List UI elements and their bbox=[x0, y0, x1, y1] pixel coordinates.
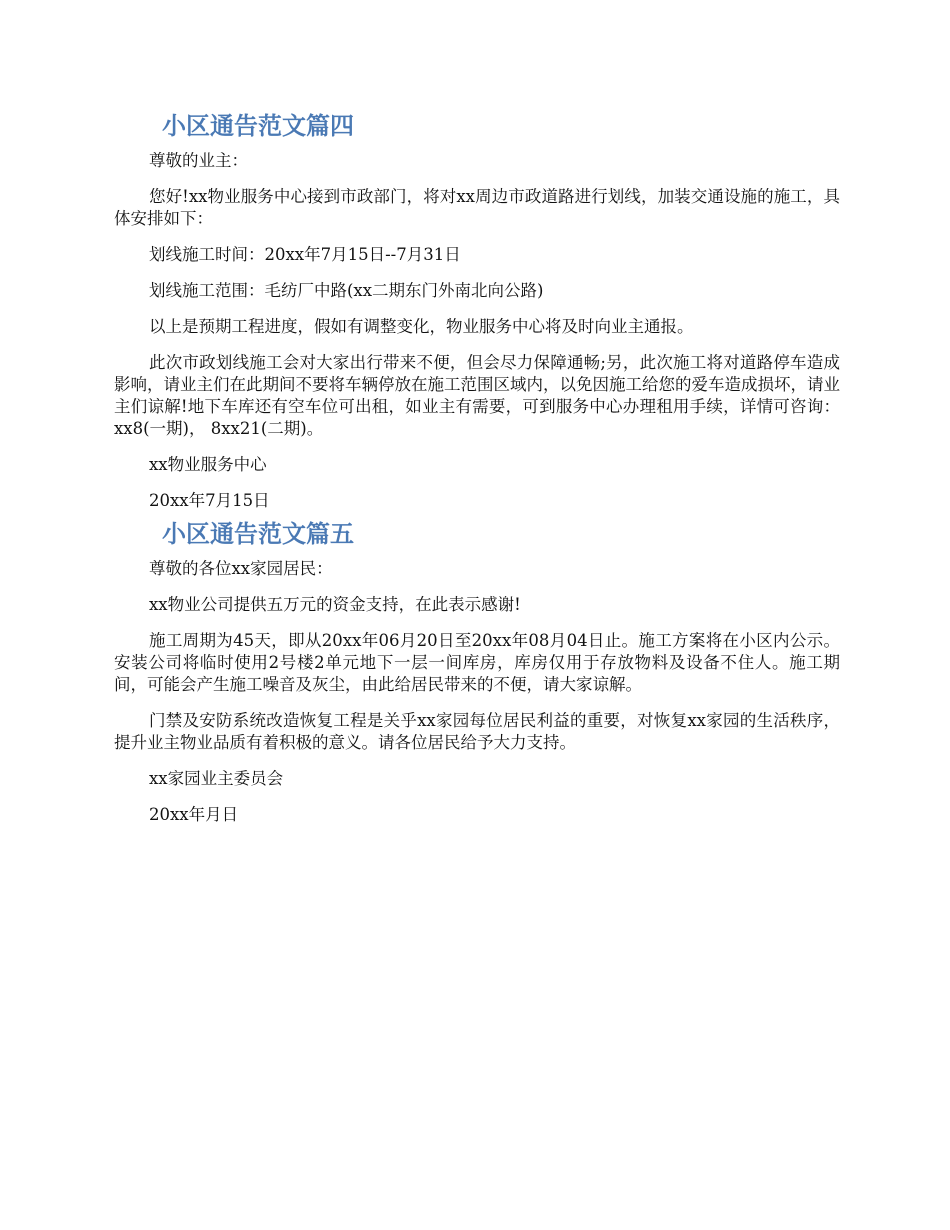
section-title-5: 小区通告范文篇五 bbox=[162, 520, 354, 548]
signature-org: xx物业服务中心 bbox=[149, 455, 267, 474]
signature-date: 20xx年月日 bbox=[149, 805, 239, 824]
progress-note: 以上是预期工程进度，假如有调整变化，物业服务中心将及时向业主通报。 bbox=[149, 317, 694, 336]
impact-note: 此次市政划线施工会对大家出行带来不便，但会尽力保障通畅;另，此次施工将对道路停车造成影响，请业主们在此期间不要将车辆停放在施工范围区域内，以免因施工给您的爱车造成损坏，请业主们谅解!地下车库还有空车位可出租，如业主有需要，可到服务中心办理租用手续，详情可咨询：xx8(一期)， 8xx21(二期)。 bbox=[114, 353, 840, 438]
construction-period: 施工周期为45天，即从20xx年06月20日至20xx年08月04日止。施工方案将在小区内公示。安装公司将临时使用2号楼2单元地下一层一间库房，库房仅用于存放物料及设备不住人。施工期间，可能会产生施工噪音及灰尘，由此给居民带来的不便，请大家谅解。 bbox=[114, 631, 840, 694]
document-content bbox=[114, 108, 840, 826]
salutation: 尊敬的业主： bbox=[149, 151, 248, 170]
construction-time: 划线施工时间：20xx年7月15日--7月31日 bbox=[149, 245, 461, 264]
signature-org: xx家园业主委员会 bbox=[149, 769, 284, 788]
construction-range: 划线施工范围：毛纺厂中路(xx二期东门外南北向公路) bbox=[149, 281, 544, 300]
notice-intro: 您好!xx物业服务中心接到市政部门，将对xx周边市政道路进行划线，加装交通设施的施工，具体安排如下： bbox=[114, 187, 840, 228]
project-importance: 门禁及安防系统改造恢复工程是关乎xx家园每位居民利益的重要，对恢复xx家园的生活秩序，提升业主物业品质有着积极的意义。请各位居民给予大力支持。 bbox=[114, 711, 840, 752]
section-title-4: 小区通告范文篇四 bbox=[162, 112, 354, 140]
signature-date: 20xx年7月15日 bbox=[149, 491, 270, 510]
salutation: 尊敬的各位xx家园居民： bbox=[149, 559, 333, 578]
thanks-note: xx物业公司提供五万元的资金支持，在此表示感谢! bbox=[149, 595, 521, 614]
